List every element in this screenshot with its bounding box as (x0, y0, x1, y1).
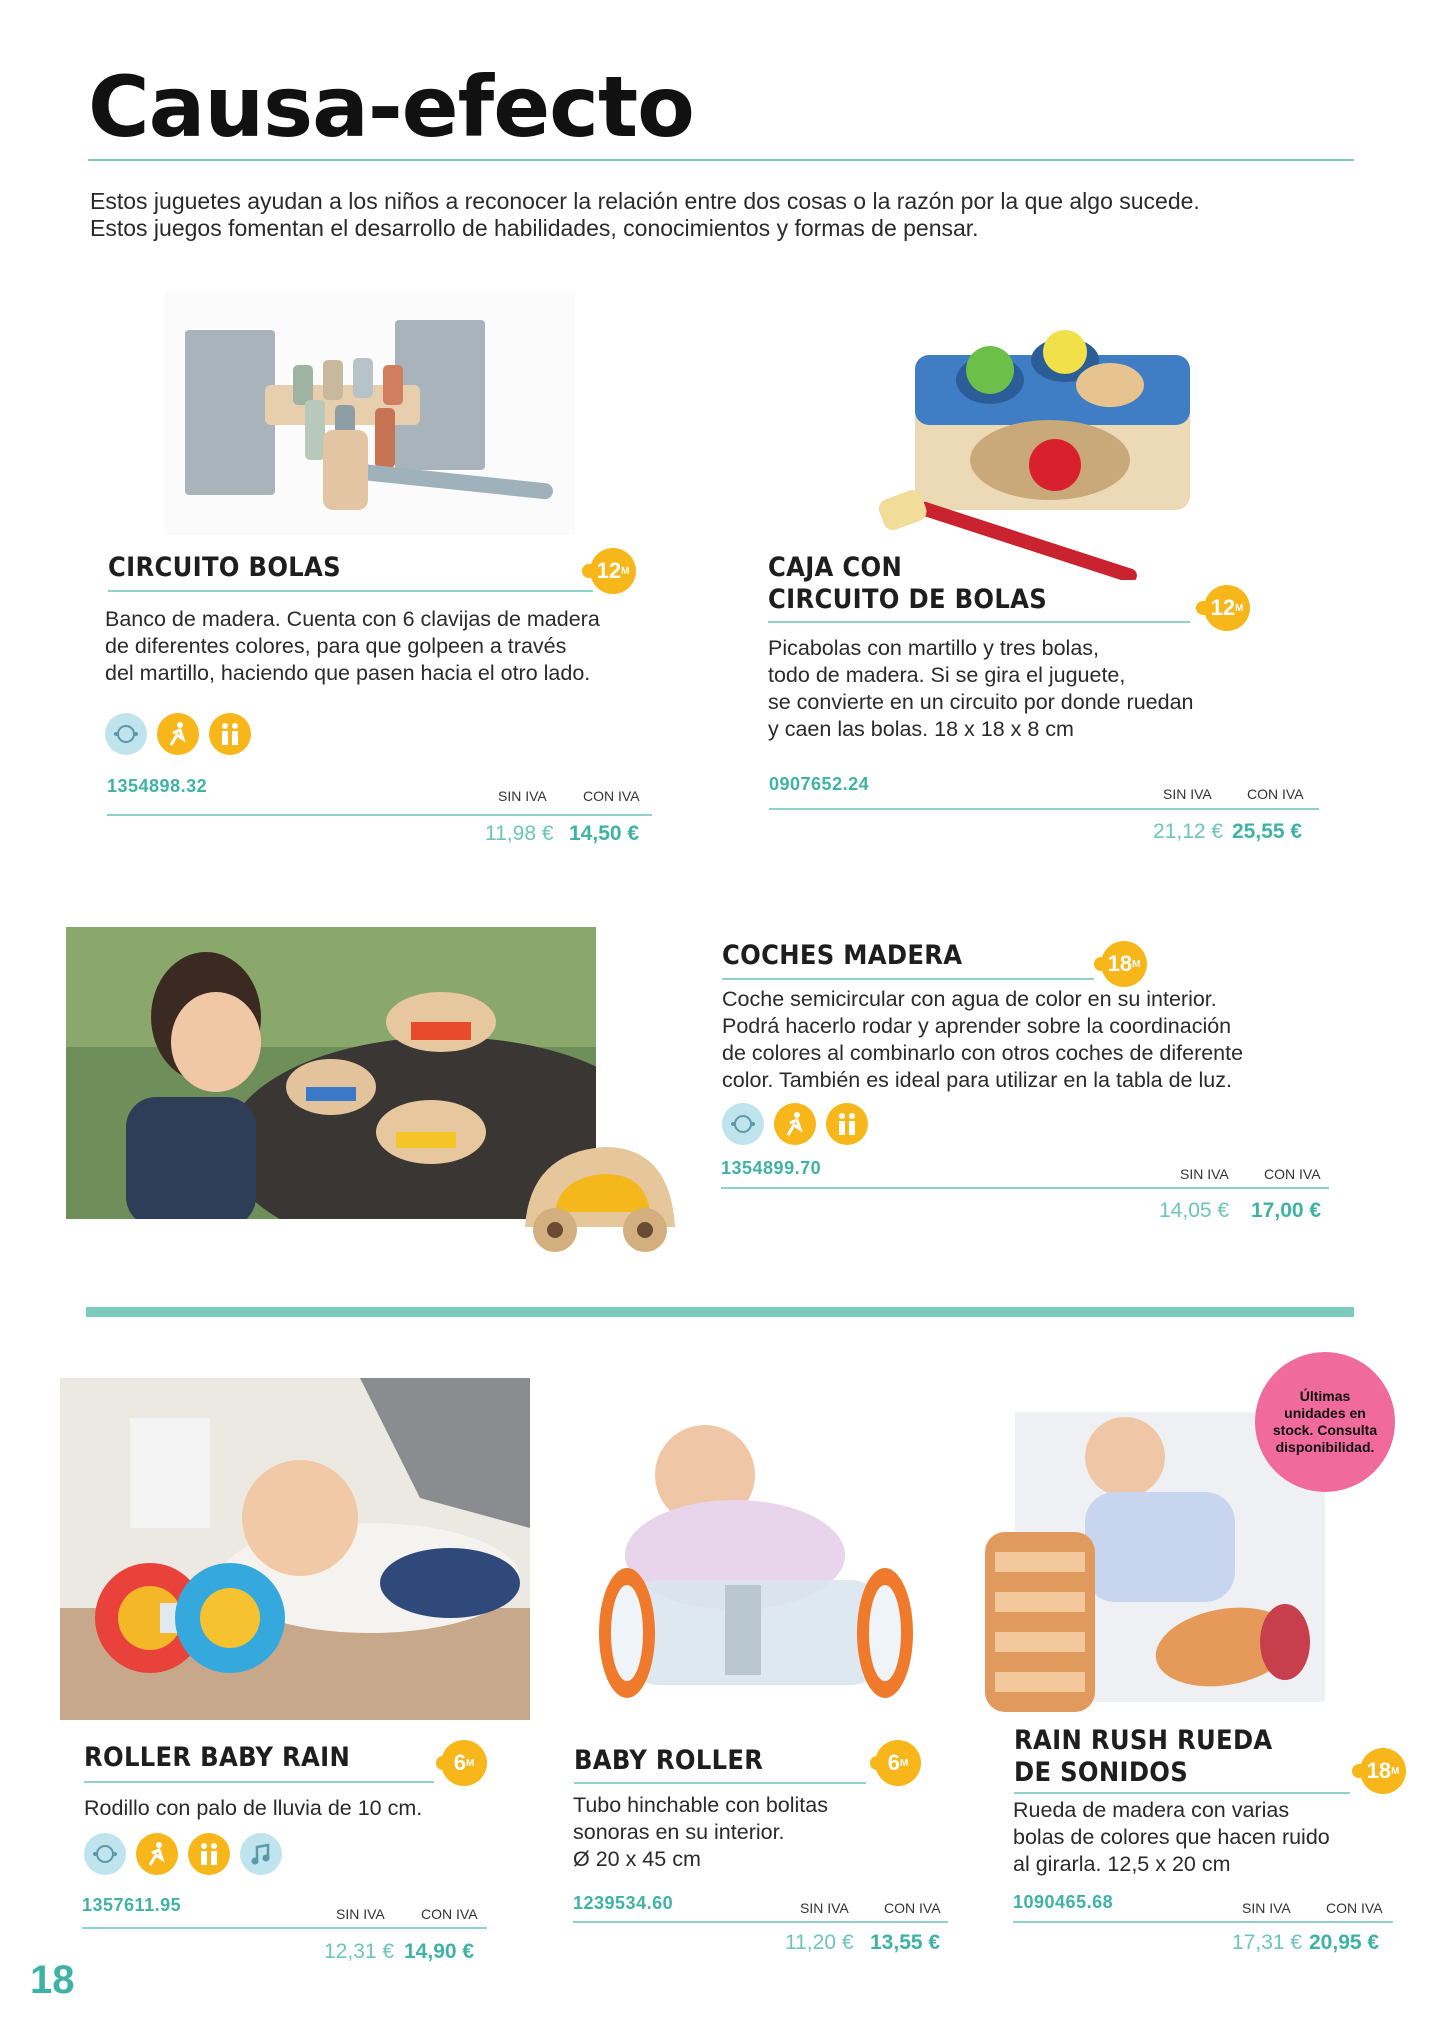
motor-icon (136, 1833, 178, 1875)
sensory-icon (84, 1833, 126, 1875)
price-con-iva: 17,00 € (1251, 1199, 1322, 1222)
product-description (84, 1795, 504, 1822)
con-iva-label: CON IVA (1247, 786, 1304, 802)
price-sin-iva: 11,20 € (785, 1931, 854, 1954)
name-underline (1014, 1792, 1350, 1794)
desc-line: Rodillo con palo de lluvia de 10 cm. (84, 1796, 423, 1820)
product-name (768, 552, 1047, 616)
skill-icons (722, 1103, 868, 1145)
sin-iva-label: SIN IVA (1242, 1900, 1291, 1916)
price-sin-iva: 12,31 € (324, 1940, 395, 1963)
desc-line: Banco de madera. Cuenta con 6 clavijas de madera (105, 607, 600, 631)
price-con-iva: 25,55 € (1232, 820, 1303, 843)
price-con-iva: 14,50 € (569, 822, 640, 845)
music-icon (240, 1833, 282, 1875)
page-number: 18 (30, 1958, 75, 2002)
age-badge: 12 M (590, 548, 636, 594)
price-sin-iva: 21,12 € (1153, 820, 1224, 843)
section-divider (86, 1307, 1354, 1317)
con-iva-label: CON IVA (884, 1900, 941, 1916)
sensory-icon (722, 1103, 764, 1145)
product-name: ROLLER BABY RAIN (84, 1742, 351, 1773)
product-code: 1239534.60 (573, 1893, 674, 1913)
price-divider (82, 1927, 487, 1929)
desc-line: Coche semicircular con agua de color en su interior. (722, 987, 1217, 1011)
name-underline (84, 1781, 434, 1783)
sin-iva-label: SIN IVA (498, 788, 547, 804)
desc-line: se convierte en un circuito por donde ruedan (768, 690, 1194, 714)
product-image-caja-circuito (870, 310, 1200, 580)
price-con-iva: 13,55 € (870, 1931, 941, 1954)
social-icon (209, 713, 251, 755)
title-divider (88, 159, 1354, 161)
price-sin-iva: 14,05 € (1159, 1199, 1230, 1222)
sin-iva-label: SIN IVA (1180, 1166, 1229, 1182)
price-divider (769, 808, 1319, 810)
intro-line-2: Estos juegos fomentan el desarrollo de habilidades, conocimientos y formas de pensar. (90, 215, 979, 241)
desc-line: de diferentes colores, para que golpeen a través (105, 634, 567, 658)
page-title: Causa-efecto (88, 58, 694, 156)
badge-line: unidades en (1284, 1405, 1366, 1421)
name-underline (722, 978, 1094, 980)
motor-icon (157, 713, 199, 755)
product-name-line: RAIN RUSH RUEDA (1014, 1725, 1273, 1756)
product-description (105, 606, 705, 687)
desc-line: Rueda de madera con varias (1013, 1798, 1290, 1822)
age-badge: 12 M (1204, 585, 1250, 631)
desc-line: al girarla. 12,5 x 20 cm (1013, 1852, 1231, 1876)
desc-line: color. También es ideal para utilizar en la tabla de luz. (722, 1068, 1232, 1092)
product-image-baby-roller (585, 1405, 935, 1705)
product-description (722, 986, 1342, 1094)
product-code: 1090465.68 (1013, 1892, 1114, 1912)
product-code: 0907652.24 (769, 774, 870, 794)
product-description (768, 635, 1328, 743)
product-image-roller-baby-rain (60, 1378, 530, 1720)
product-description (1013, 1797, 1413, 1878)
desc-line: bolas de colores que hacen ruido (1013, 1825, 1330, 1849)
price-divider (573, 1921, 948, 1923)
product-name: CIRCUITO BOLAS (108, 552, 341, 583)
social-icon (826, 1103, 868, 1145)
age-badge: 18 M (1360, 1748, 1406, 1794)
product-description (573, 1792, 913, 1873)
price-divider (107, 814, 652, 816)
intro-line-1: Estos juguetes ayudan a los niños a reconocer la relación entre dos cosas o la razón por la que algo sucede. (90, 188, 1200, 214)
age-badge: 6 M (441, 1740, 487, 1786)
name-underline (768, 621, 1190, 623)
social-icon (188, 1833, 230, 1875)
price-divider (1013, 1921, 1393, 1923)
desc-line: Podrá hacerlo rodar y aprender sobre la coordinación (722, 1014, 1232, 1038)
intro-text (90, 188, 1370, 242)
name-underline (574, 1782, 866, 1784)
sin-iva-label: SIN IVA (336, 1906, 385, 1922)
sin-iva-label: SIN IVA (800, 1900, 849, 1916)
desc-line: Ø 20 x 45 cm (573, 1847, 701, 1871)
con-iva-label: CON IVA (421, 1906, 478, 1922)
price-con-iva: 14,90 € (404, 1940, 475, 1963)
product-image-circuito-bolas (165, 290, 575, 535)
desc-line: sonoras en su interior. (573, 1820, 785, 1844)
wooden-car-image (510, 1132, 685, 1257)
price-sin-iva: 17,31 € (1232, 1931, 1303, 1954)
con-iva-label: CON IVA (583, 788, 640, 804)
product-name (1014, 1725, 1273, 1789)
price-con-iva: 20,95 € (1309, 1931, 1380, 1954)
desc-line: del martillo, haciendo que pasen hacia el otro lado. (105, 661, 591, 685)
desc-line: Picabolas con martillo y tres bolas, (768, 636, 1100, 660)
name-underline (108, 590, 593, 592)
product-code: 1357611.95 (82, 1895, 182, 1915)
desc-line: y caen las bolas. 18 x 18 x 8 cm (768, 717, 1074, 741)
product-name-line: CAJA CON (768, 552, 903, 583)
badge-line: stock. Consulta (1272, 1422, 1378, 1438)
con-iva-label: CON IVA (1326, 1900, 1383, 1916)
product-name: BABY ROLLER (574, 1745, 764, 1776)
price-divider (721, 1187, 1329, 1189)
product-code: 1354899.70 (721, 1158, 822, 1178)
desc-line: de colores al combinarlo con otros coches de diferente (722, 1041, 1244, 1065)
age-badge: 18 M (1101, 941, 1147, 987)
product-name: COCHES MADERA (722, 940, 963, 971)
desc-line: todo de madera. Si se gira el juguete, (768, 663, 1126, 687)
sensory-icon (105, 713, 147, 755)
desc-line: Tubo hinchable con bolitas (573, 1793, 828, 1817)
con-iva-label: CON IVA (1264, 1166, 1321, 1182)
sin-iva-label: SIN IVA (1163, 786, 1212, 802)
badge-line: disponibilidad. (1275, 1439, 1375, 1455)
skill-icons (84, 1833, 282, 1875)
product-name-line: CIRCUITO DE BOLAS (768, 584, 1048, 615)
product-code: 1354898.32 (107, 776, 208, 796)
age-badge: 6 M (875, 1740, 921, 1786)
product-name-line: DE SONIDOS (1014, 1757, 1189, 1788)
price-sin-iva: 11,98 € (485, 822, 554, 845)
stock-badge (1255, 1352, 1395, 1492)
badge-line: Últimas (1299, 1388, 1351, 1404)
motor-icon (774, 1103, 816, 1145)
skill-icons (105, 713, 251, 755)
